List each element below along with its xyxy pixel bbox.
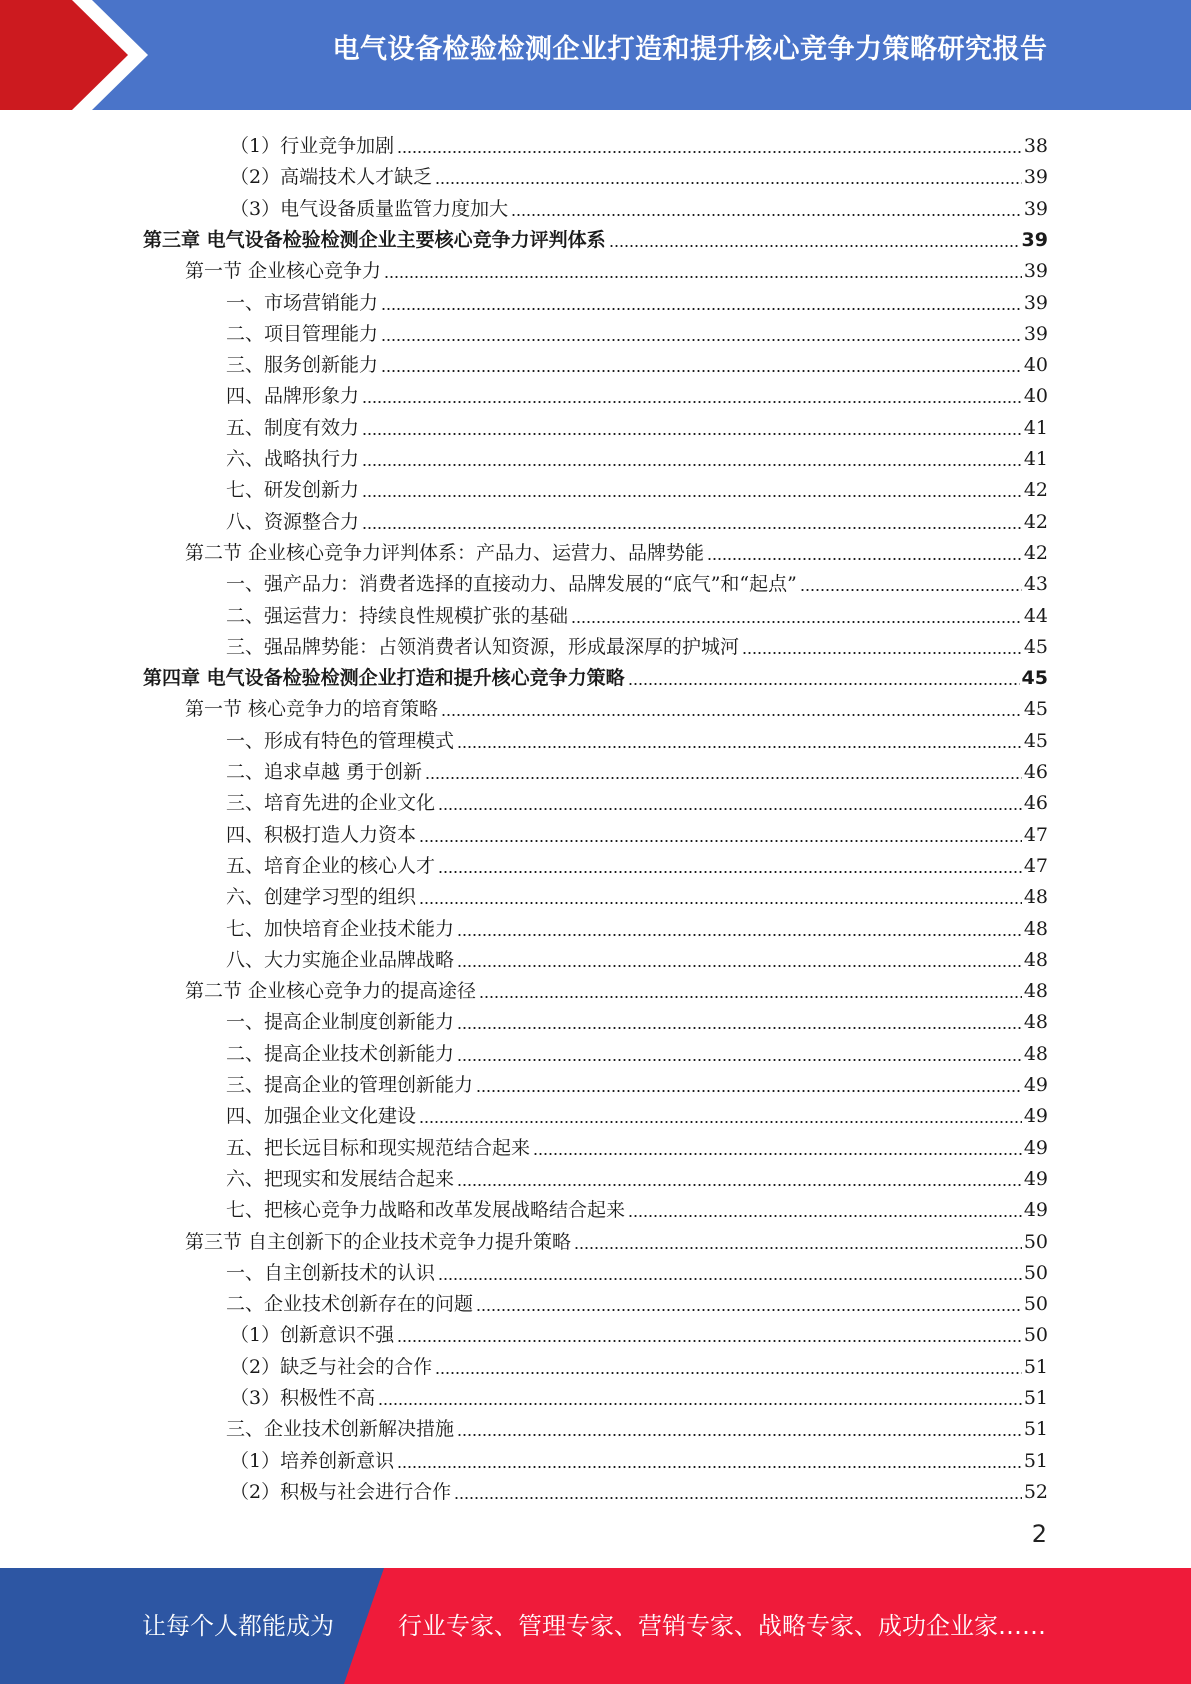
toc-page-number: 41: [1023, 448, 1048, 470]
toc-chapter-entry[interactable]: [143, 659, 1048, 690]
toc-dot-leader: [457, 948, 1022, 972]
toc-item-entry[interactable]: [226, 847, 1048, 878]
toc-entry-title: 一、提高企业制度创新能力: [226, 1011, 455, 1034]
toc-dot-leader: [438, 854, 1022, 878]
toc-dot-leader: [533, 1136, 1022, 1160]
toc-entry-title: 第二节 企业核心竞争力的提高途径: [185, 980, 477, 1003]
toc-item-entry[interactable]: [226, 628, 1048, 659]
toc-dot-leader: [419, 1104, 1022, 1128]
toc-item-entry[interactable]: [226, 1160, 1048, 1191]
toc-dot-leader: [457, 917, 1022, 941]
toc-dot-leader: [571, 604, 1022, 628]
toc-item-entry[interactable]: [226, 284, 1048, 315]
toc-dot-leader: [435, 1355, 1022, 1379]
toc-item-entry[interactable]: [226, 1129, 1048, 1160]
toc-entry-title: 三、企业技术创新解决措施: [226, 1418, 455, 1441]
toc-page-number: 39: [1023, 260, 1048, 283]
toc-dot-leader: [628, 666, 1020, 690]
toc-page-number: 51: [1023, 1387, 1048, 1409]
toc-entry-title: （1）培养创新意识: [230, 1449, 395, 1472]
toc-dot-leader: [419, 885, 1022, 909]
toc-item-entry[interactable]: [226, 753, 1048, 784]
toc-item-entry[interactable]: [226, 722, 1048, 753]
toc-entry-title: （1）行业竞争加剧: [230, 135, 395, 157]
toc-item-entry[interactable]: [226, 597, 1048, 628]
toc-page-number: 44: [1023, 604, 1048, 627]
toc-dot-leader: [457, 1167, 1022, 1191]
toc-page-number: 39: [1023, 322, 1048, 345]
toc-entry-title: 第三节 自主创新下的企业技术竞争力提升策略: [185, 1230, 572, 1253]
toc-page-number: 39: [1021, 228, 1048, 251]
page-number: 2: [1031, 1520, 1047, 1548]
toc-entry-title: （3）积极性不高: [230, 1387, 376, 1409]
toc-dot-leader: [378, 1386, 1022, 1410]
toc-page-number: 50: [1023, 1324, 1048, 1347]
toc-item-entry[interactable]: [226, 471, 1048, 502]
toc-page-number: 40: [1023, 354, 1048, 377]
toc-item-entry[interactable]: [226, 346, 1048, 377]
toc-page-number: 49: [1023, 1199, 1048, 1222]
toc-entry-title: 第一节 企业核心竞争力: [185, 260, 382, 283]
toc-dot-leader: [628, 1198, 1022, 1222]
toc-item-entry[interactable]: [230, 1379, 1048, 1410]
toc-item-entry[interactable]: [226, 440, 1048, 471]
toc-entry-title: （1）创新意识不强: [230, 1324, 395, 1347]
toc-page-number: 47: [1023, 823, 1048, 846]
toc-entry-title: 五、培育企业的核心人才: [226, 854, 436, 877]
toc-entry-title: （3）电气设备质量监管力度加大: [230, 197, 509, 220]
toc-dot-leader: [742, 635, 1022, 659]
toc-item-entry[interactable]: [230, 190, 1048, 221]
toc-entry-title: （2）积极与社会进行合作: [230, 1480, 452, 1503]
toc-dot-leader: [362, 384, 1022, 408]
toc-dot-leader: [397, 134, 1022, 158]
toc-dot-leader: [609, 228, 1020, 252]
toc-entry-title: 二、提高企业技术创新能力: [226, 1042, 455, 1065]
toc-entry-title: 七、加快培育企业技术能力: [226, 917, 455, 940]
toc-section-entry[interactable]: [185, 534, 1048, 565]
toc-item-entry[interactable]: [226, 565, 1048, 596]
toc-entry-title: 四、加强企业文化建设: [226, 1105, 417, 1128]
toc-item-entry[interactable]: [230, 1348, 1048, 1379]
toc-dot-leader: [707, 541, 1022, 565]
page-header: [0, 0, 1191, 110]
toc-dot-leader: [381, 291, 1022, 315]
toc-item-entry[interactable]: [226, 878, 1048, 909]
toc-dot-leader: [419, 823, 1022, 847]
toc-dot-leader: [425, 760, 1022, 784]
toc-entry-title: 第一节 核心竞争力的培育策略: [185, 698, 439, 721]
toc-page-number: 51: [1023, 1418, 1048, 1441]
toc-dot-leader: [441, 697, 1022, 721]
toc-entry-title: 二、企业技术创新存在的问题: [226, 1293, 474, 1316]
toc-page-number: 43: [1023, 573, 1048, 596]
toc-item-entry[interactable]: [230, 1473, 1048, 1504]
toc-entry-title: 四、积极打造人力资本: [226, 823, 417, 846]
toc-dot-leader: [457, 1010, 1022, 1034]
toc-page-number: 48: [1023, 886, 1048, 909]
toc-dot-leader: [800, 572, 1022, 596]
toc-entry-title: 五、制度有效力: [226, 416, 360, 439]
toc-dot-leader: [438, 1261, 1022, 1285]
toc-entry-title: 三、培育先进的企业文化: [226, 792, 436, 815]
toc-item-entry[interactable]: [226, 784, 1048, 815]
toc-item-entry[interactable]: [230, 127, 1048, 158]
toc-page-number: 50: [1023, 1230, 1048, 1253]
toc-entry-title: 第四章 电气设备检验检测企业打造和提升核心竞争力策略: [143, 667, 625, 690]
toc-section-entry[interactable]: [185, 1223, 1048, 1254]
toc-page-number: 42: [1023, 510, 1048, 533]
toc-dot-leader: [479, 979, 1022, 1003]
toc-entry-title: 第三章 电气设备检验检测企业主要核心竞争力评判体系: [143, 228, 606, 251]
toc-dot-leader: [511, 197, 1022, 221]
page-footer: [0, 1568, 1191, 1684]
toc-entry-title: 一、形成有特色的管理模式: [226, 729, 455, 752]
toc-page-number: 49: [1023, 1105, 1048, 1128]
toc-item-entry[interactable]: [226, 315, 1048, 346]
toc-dot-leader: [397, 1449, 1022, 1473]
toc-section-entry[interactable]: [185, 690, 1048, 721]
toc-section-entry[interactable]: [185, 252, 1048, 283]
toc-page-number: 46: [1023, 792, 1048, 815]
toc-dot-leader: [476, 1292, 1022, 1316]
toc-page-number: 49: [1023, 1136, 1048, 1159]
toc-entry-title: 六、战略执行力: [226, 448, 360, 470]
toc-entry-title: 七、把核心竞争力战略和改革发展战略结合起来: [226, 1199, 626, 1222]
toc-page-number: 50: [1023, 1293, 1048, 1316]
toc-entry-title: 一、强产品力：消费者选择的直接动力、品牌发展的“底气”和“起点”: [226, 573, 797, 596]
footer-slogan-left: 让每个人都能成为: [142, 1612, 334, 1640]
toc-dot-leader: [457, 729, 1022, 753]
toc-dot-leader: [457, 1417, 1022, 1441]
toc-dot-leader: [438, 791, 1022, 815]
toc-dot-leader: [362, 447, 1022, 471]
toc-entry-title: 七、研发创新力: [226, 479, 360, 502]
toc-item-entry[interactable]: [226, 503, 1048, 534]
toc-page-number: 48: [1023, 1042, 1048, 1065]
toc-entry-title: 二、追求卓越 勇于创新: [226, 761, 423, 783]
toc-item-entry[interactable]: [230, 1316, 1048, 1347]
toc-entry-title: 二、强运营力：持续良性规模扩张的基础: [226, 604, 569, 627]
toc-page-number: 49: [1023, 1074, 1048, 1096]
toc-dot-leader: [362, 478, 1022, 502]
toc-page-number: 47: [1023, 854, 1048, 877]
toc-entry-title: 三、服务创新能力: [226, 354, 379, 377]
toc-item-entry[interactable]: [226, 377, 1048, 408]
toc-entry-title: 一、自主创新技术的认识: [226, 1261, 436, 1284]
toc-item-entry[interactable]: [226, 941, 1048, 972]
toc-item-entry[interactable]: [226, 1285, 1048, 1316]
toc-page-number: 48: [1023, 980, 1048, 1003]
toc-page-number: 40: [1023, 385, 1048, 408]
toc-page-number: 45: [1023, 729, 1048, 752]
toc-page-number: 48: [1023, 917, 1048, 940]
toc-page-number: 51: [1023, 1449, 1048, 1472]
toc-page-number: 38: [1023, 135, 1048, 157]
toc-entry-title: 五、把长远目标和现实规范结合起来: [226, 1136, 531, 1159]
toc-item-entry[interactable]: [226, 1410, 1048, 1441]
toc-entry-title: （2）缺乏与社会的合作: [230, 1355, 433, 1378]
toc-entry-title: 六、把现实和发展结合起来: [226, 1167, 455, 1190]
toc-entry-title: 六、创建学习型的组织: [226, 886, 417, 909]
toc-entry-title: 八、资源整合力: [226, 510, 360, 533]
toc-dot-leader: [362, 416, 1022, 440]
toc-page-number: 39: [1023, 166, 1048, 189]
toc-page-number: 48: [1023, 948, 1048, 971]
toc-page-number: 52: [1023, 1480, 1048, 1503]
toc-item-entry[interactable]: [226, 1191, 1048, 1222]
toc-page-number: 39: [1023, 291, 1048, 314]
toc-page-number: 48: [1023, 1011, 1048, 1034]
toc-dot-leader: [574, 1230, 1022, 1254]
toc-entry-title: 一、市场营销能力: [226, 291, 379, 314]
toc-page-number: 45: [1023, 635, 1048, 658]
toc-entry-title: （2）高端技术人才缺乏: [230, 166, 433, 189]
toc-item-entry[interactable]: [226, 910, 1048, 941]
toc-dot-leader: [457, 1042, 1022, 1066]
toc-page-number: 45: [1021, 667, 1048, 690]
toc-dot-leader: [384, 259, 1022, 283]
toc-item-entry[interactable]: [226, 1035, 1048, 1066]
toc-page-number: 41: [1023, 416, 1048, 439]
toc-dot-leader: [435, 165, 1022, 189]
toc-page-number: 46: [1023, 761, 1048, 783]
toc-entry-title: 三、强品牌势能：占领消费者认知资源，形成最深厚的护城河: [226, 635, 740, 658]
toc-section-entry[interactable]: [185, 972, 1048, 1003]
footer-slogan-right: 行业专家、管理专家、营销专家、战略专家、成功企业家……: [398, 1612, 1046, 1640]
toc-entry-title: 三、提高企业的管理创新能力: [226, 1074, 474, 1096]
toc-item-entry[interactable]: [230, 1442, 1048, 1473]
toc-page-number: 42: [1023, 541, 1048, 564]
toc-chapter-entry[interactable]: [143, 221, 1048, 252]
toc-page-number: 39: [1023, 197, 1048, 220]
toc-page-number: 45: [1023, 698, 1048, 721]
toc-dot-leader: [476, 1073, 1022, 1097]
toc-page-number: 42: [1023, 479, 1048, 502]
toc-page-number: 51: [1023, 1355, 1048, 1378]
toc-dot-leader: [397, 1323, 1022, 1347]
toc-item-entry[interactable]: [230, 158, 1048, 189]
toc-item-entry[interactable]: [226, 1254, 1048, 1285]
toc-item-entry[interactable]: [226, 816, 1048, 847]
toc-item-entry[interactable]: [226, 1003, 1048, 1034]
toc-dot-leader: [381, 322, 1022, 346]
toc-dot-leader: [362, 510, 1022, 534]
report-title: 电气设备检验检测企业打造和提升核心竞争力策略研究报告: [332, 34, 1048, 65]
toc-entry-title: 二、项目管理能力: [226, 322, 379, 345]
toc-item-entry[interactable]: [226, 409, 1048, 440]
toc-item-entry[interactable]: [226, 1066, 1048, 1097]
toc-item-entry[interactable]: [226, 1097, 1048, 1128]
toc-entry-title: 四、品牌形象力: [226, 385, 360, 408]
toc-dot-leader: [454, 1480, 1022, 1504]
toc-page-number: 50: [1023, 1261, 1048, 1284]
toc-entry-title: 第二节 企业核心竞争力评判体系：产品力、运营力、品牌势能: [185, 541, 705, 564]
toc-dot-leader: [381, 353, 1022, 377]
toc-page-number: 49: [1023, 1167, 1048, 1190]
toc-entry-title: 八、大力实施企业品牌战略: [226, 948, 455, 971]
